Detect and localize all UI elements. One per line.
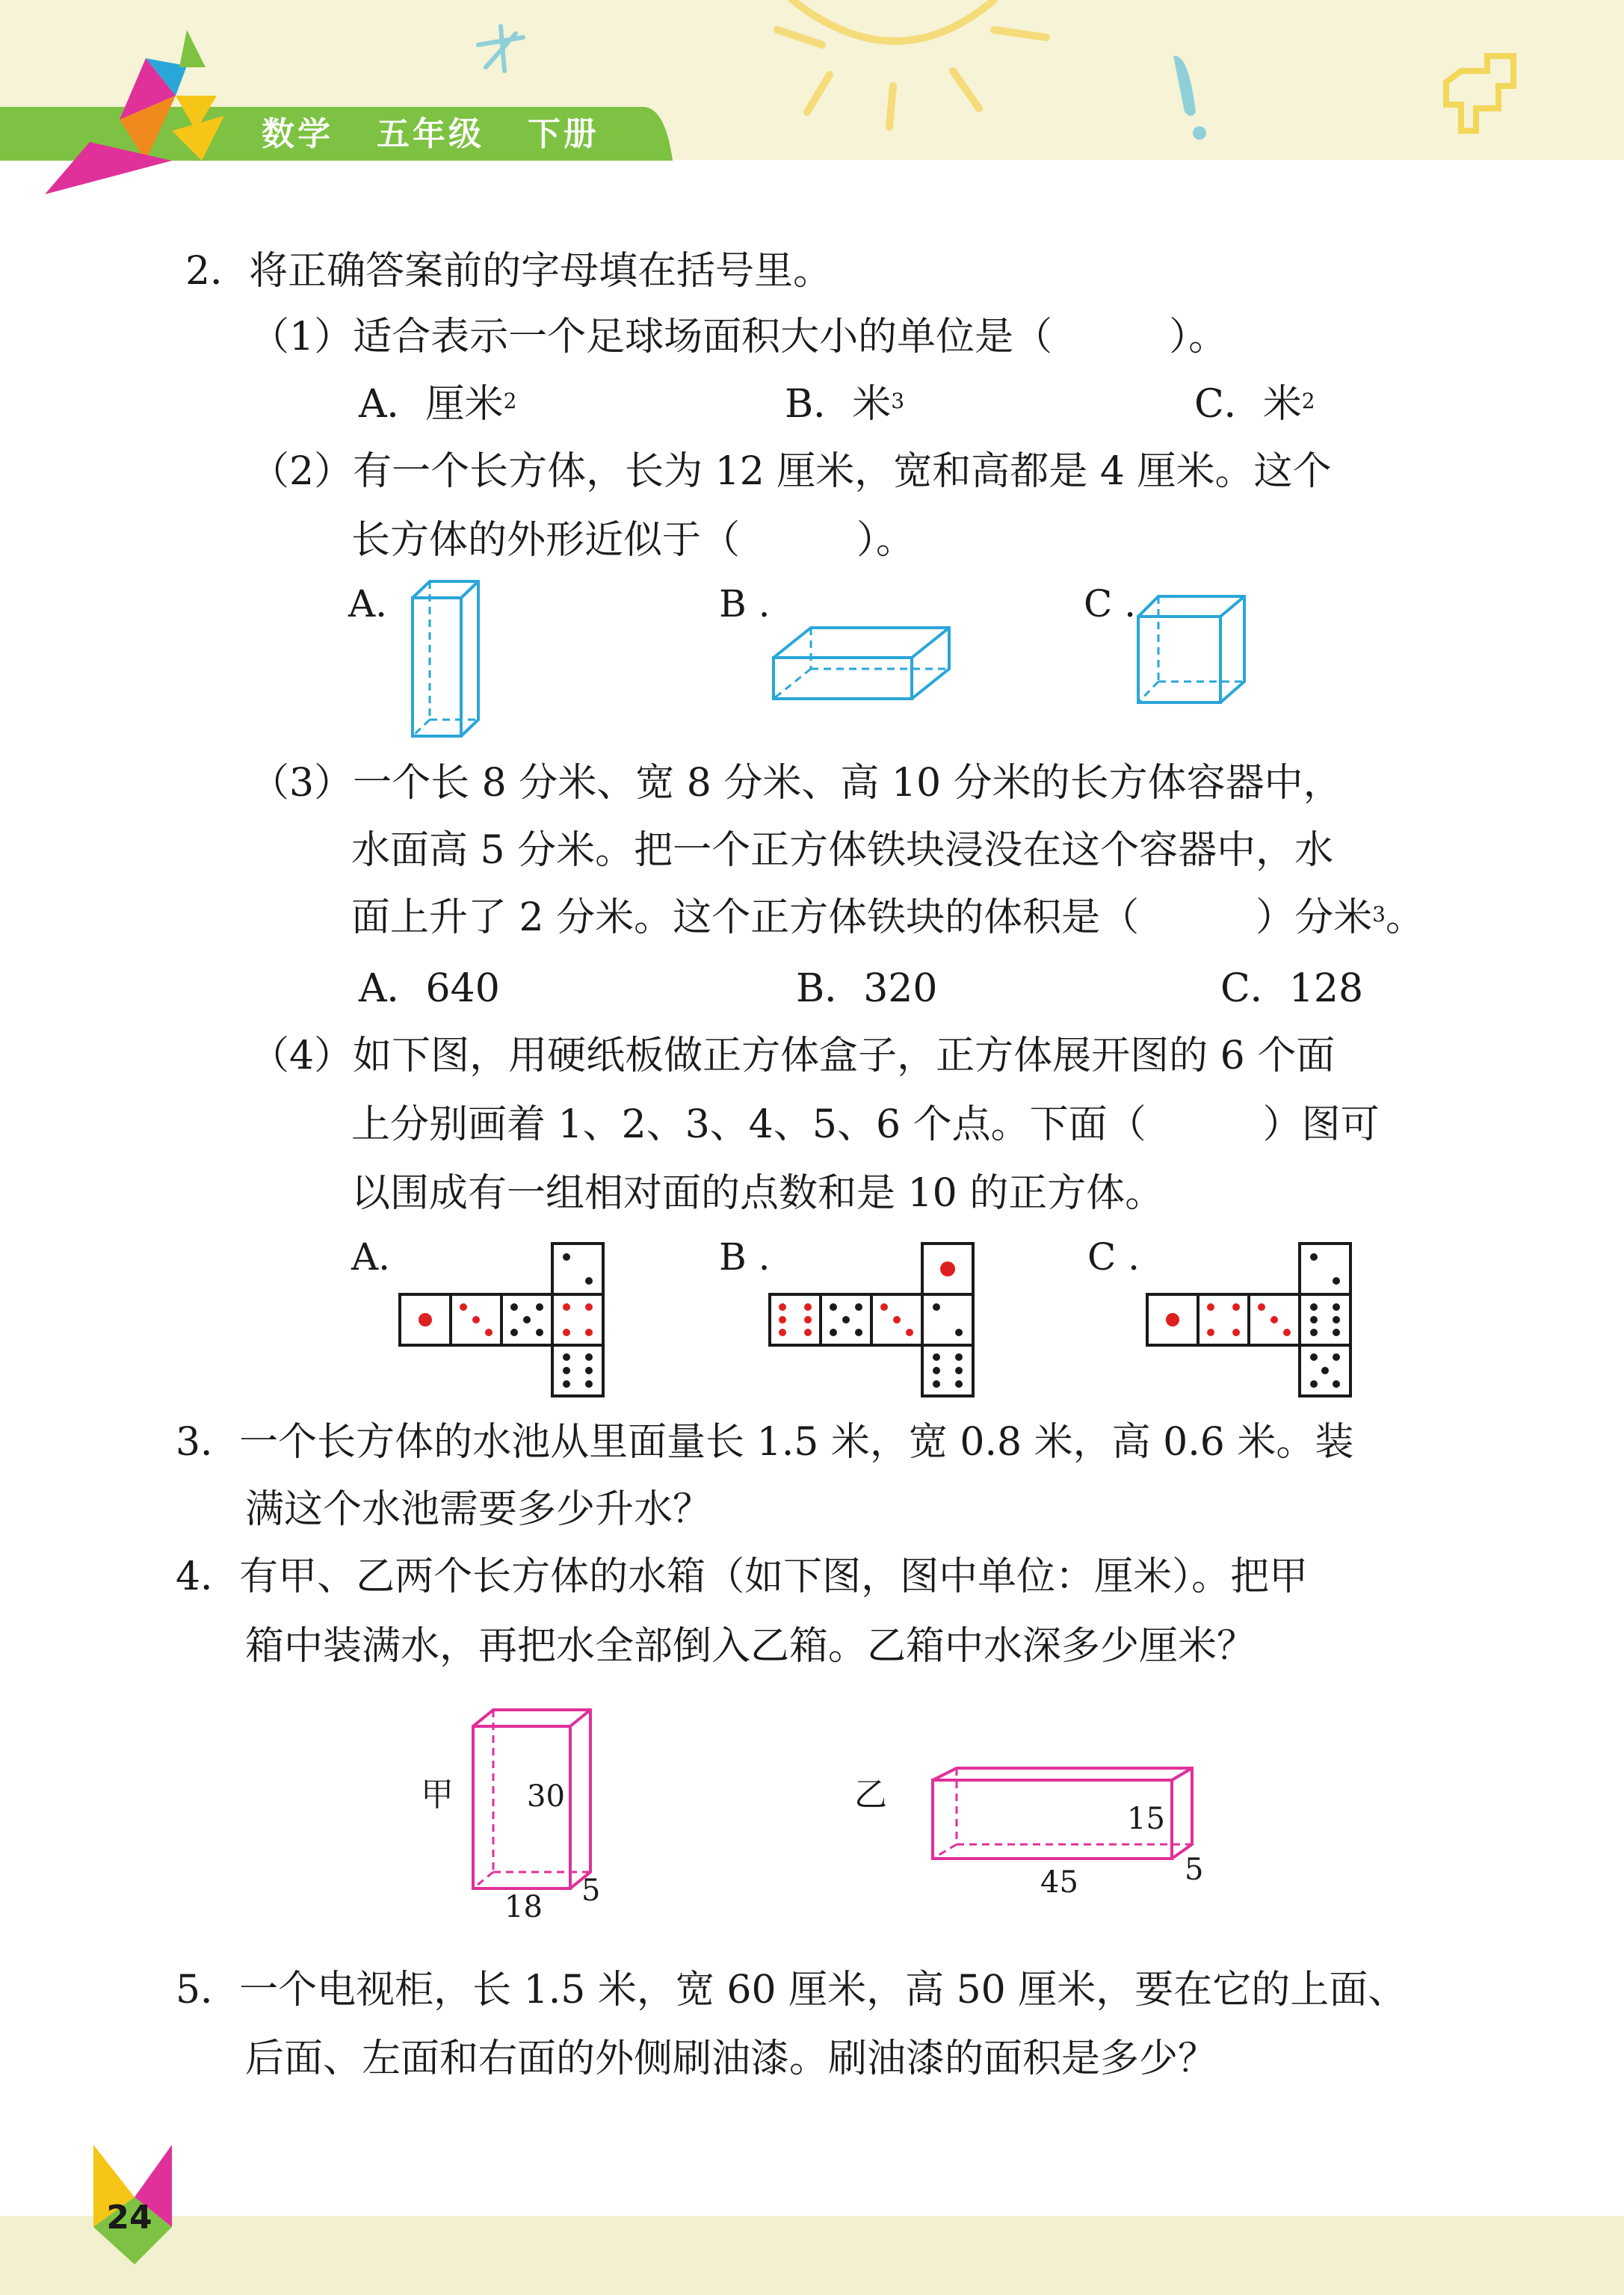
q2-part3-option-b: B．320 — [796, 966, 938, 1011]
dice-net-b-figure — [766, 1241, 979, 1401]
q4-line2: 箱中装满水，再把水全部倒入乙箱。乙箱中水深多少厘米？ — [245, 1624, 1256, 1669]
sun-icon — [777, 0, 1046, 127]
q2-part4-label-b: B . — [719, 1235, 771, 1279]
bottom-banner — [0, 2216, 1624, 2295]
q5-line2: 后面、左面和右面的外侧刷油漆。刷油漆的面积是多少？ — [245, 2036, 1217, 2081]
dice-net-a-figure — [396, 1241, 609, 1401]
q3-line1: 3．一个长方体的水池从里面量长 1.5 米，宽 0.8 米，高 0.6 米。装 — [176, 1420, 1354, 1465]
exclamation-doodle-icon — [1173, 56, 1206, 140]
q5-line1: 5．一个电视柜，长 1.5 米，宽 60 厘米，高 50 厘米，要在它的上面、 — [176, 1968, 1407, 2013]
box-a-height: 30 — [527, 1779, 565, 1814]
page-number: 24 — [106, 2199, 152, 2237]
q2-part1-option-a: A．厘米$^2$ — [359, 382, 517, 427]
box-b-name: 乙 — [854, 1776, 887, 1814]
q2-title: 2．将正确答案前的字母填在括号里。 — [185, 249, 833, 294]
q2-part4-label-c: C . — [1087, 1235, 1140, 1279]
q2-part3-option-a: A．640 — [359, 966, 500, 1011]
q4-line1: 4．有甲、乙两个长方体的水箱（如下图，图中单位：厘米）。把甲 — [176, 1554, 1309, 1599]
box-b-width: 5 — [1185, 1853, 1204, 1887]
q2-part2-line2: 长方体的外形近似于（ ）。 — [351, 518, 916, 563]
q2-part2-label-b: B . — [719, 582, 771, 626]
header-title: 数学 五年级 下册 — [262, 115, 599, 153]
q2-part4-line1: （4）如下图，用硬纸板做正方体盒子，正方体展开图的 6 个面 — [250, 1034, 1336, 1078]
q2-part2-label-c: C . — [1084, 582, 1137, 626]
box-a-width: 5 — [581, 1874, 601, 1908]
box-b-length: 45 — [1040, 1865, 1078, 1900]
q2-part4-line3: 以围成有一组相对面的点数和是 10 的正方体。 — [351, 1171, 1164, 1216]
q2-part3-line2: 水面高 5 分米。把一个正方体铁块浸没在这个容器中，水 — [351, 828, 1334, 873]
q3-line2: 满这个水池需要多少升水？ — [245, 1487, 712, 1532]
box-b-height: 15 — [1127, 1802, 1165, 1836]
q2-part1-option-c: C．米$^2$ — [1194, 382, 1315, 427]
q2-part2-line1: （2）有一个长方体，长为 12 厘米，宽和高都是 4 厘米。这个 — [250, 449, 1332, 494]
q2-part3-option-c: C．128 — [1220, 966, 1364, 1011]
q2-part3-line1: （3）一个长 8 分米、宽 8 分米、高 10 分米的长方体容器中， — [250, 761, 1342, 806]
q2-part2-label-a: A. — [348, 582, 388, 626]
star-doodle-icon — [478, 26, 523, 71]
box-a-name: 甲 — [421, 1776, 454, 1814]
cube-figure — [1132, 590, 1252, 710]
q2-part1-option-b: B．米$^3$ — [785, 382, 905, 427]
flat-cuboid-figure — [770, 620, 957, 702]
box-a-length: 18 — [504, 1890, 543, 1924]
q2-part3-line3: 面上升了 2 分米。这个正方体铁块的体积是（ ）分米$^3$。 — [351, 895, 1424, 940]
tall-cuboid-figure — [404, 575, 486, 744]
q2-part4-label-a: A. — [351, 1235, 391, 1279]
header-decoration — [0, 0, 1624, 202]
dice-net-c-figure — [1143, 1241, 1356, 1401]
plus-doodle-icon — [1446, 56, 1513, 131]
q2-part1-text: （1）适合表示一个足球场面积大小的单位是（ ）。 — [250, 315, 1228, 359]
q2-part4-line2: 上分别画着 1、2、3、4、5、6 个点。下面（ ）图可 — [351, 1102, 1380, 1147]
